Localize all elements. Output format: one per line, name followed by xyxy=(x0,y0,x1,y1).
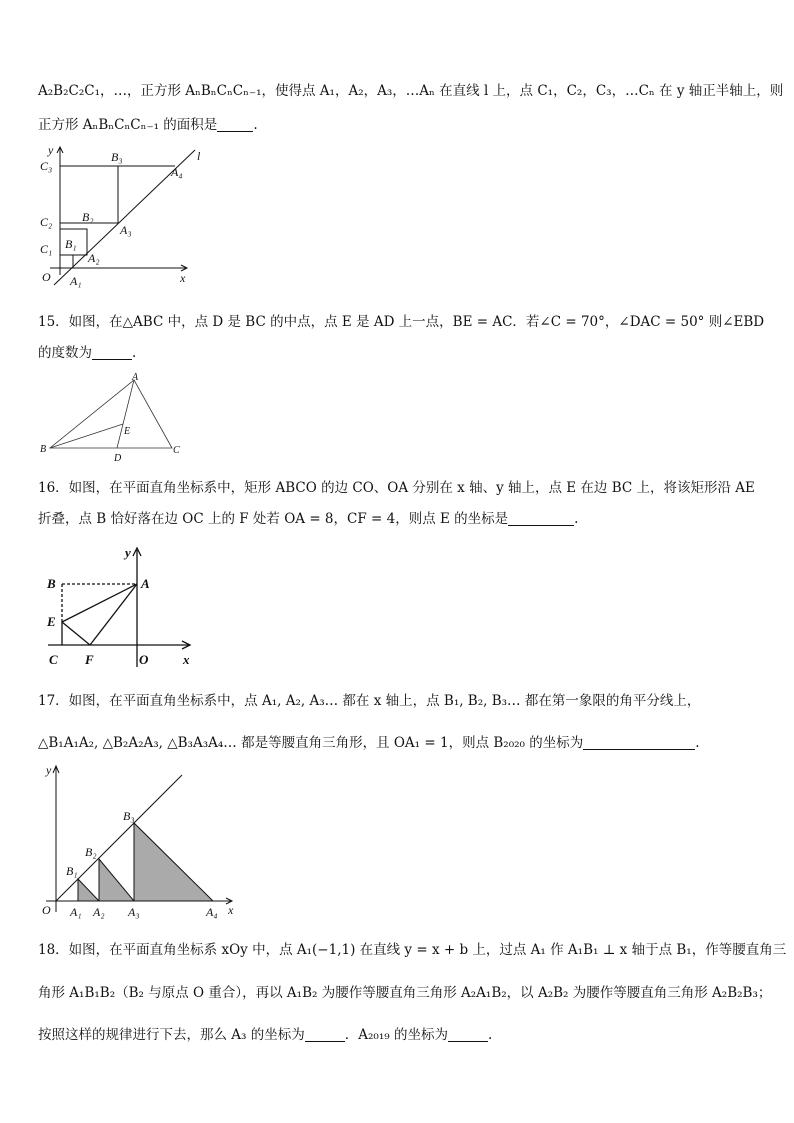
q18-line-1: 18．如图，在平面直角坐标系 xOy 中，点 A₁(−1,1) 在直线 y = x + b 上，过点 A₁ 作 A₁B₁ ⊥ x 轴于点 B₁，作等腰直角三 xyxy=(38,942,787,958)
q17-answer-blank[interactable] xyxy=(583,735,695,750)
fig14-label-O: O xyxy=(42,270,51,284)
q15-line-2-text: 的度数为 xyxy=(38,345,92,361)
figure-17 xyxy=(36,764,246,924)
fig14-label-A2: A₂ xyxy=(88,251,100,265)
fig14-label-B3: B₃ xyxy=(111,150,123,164)
q16-line-2-text: 折叠，点 B 恰好落在边 OC 上的 F 处若 OA = 8，CF = 4，则点 E 的坐标是 xyxy=(38,511,509,527)
q16-line-2 xyxy=(38,510,578,528)
triangle-ABC xyxy=(50,380,172,448)
fig16-label-C: C xyxy=(49,652,58,667)
fig14-label-A3: A₃ xyxy=(120,223,132,237)
q18-answer-blank-1[interactable] xyxy=(305,1027,345,1042)
fig14-label-A4: A₄ xyxy=(171,165,183,179)
q18-line-3-text: 按照这样的规律进行下去，那么 A₃ 的坐标为 xyxy=(38,1027,305,1043)
fig17-label-A4: A₄ xyxy=(206,905,218,919)
segment-BE xyxy=(50,424,123,448)
q15-line-2-end: . xyxy=(132,345,137,361)
fig16-label-B: B xyxy=(47,576,56,591)
fig17-label-A2: A₂ xyxy=(93,905,105,919)
fig17-label-B1: B₁ xyxy=(66,864,78,878)
q14-line-2-text: 正方形 AₙBₙCₙCₙ₋₁ 的面积是 xyxy=(38,117,218,133)
fig17-label-B3: B₃ xyxy=(123,809,135,823)
q14-line-2 xyxy=(38,116,258,134)
fig17-label-O: O xyxy=(42,903,51,917)
q14-line-1: A₂B₂C₂C₁，…，正方形 AₙBₙCₙCₙ₋₁，使得点 A₁，A₂，A₃，…Aₙ 在直线 l 上，点 C₁，C₂，C₃，…Cₙ 在 y 轴正半轴上，则 xyxy=(38,83,784,99)
q17-line-2 xyxy=(38,734,700,752)
segment-EA xyxy=(62,584,137,622)
q16-answer-blank[interactable] xyxy=(508,511,574,526)
fig14-label-y: y xyxy=(48,143,54,157)
q15-line-1: 15．如图，在△ABC 中，点 D 是 BC 的中点，点 E 是 AD 上一点，BE = AC．若∠C = 70°，∠DAC = 50° 则∠EBD xyxy=(38,314,765,330)
triangle-B2A2A3 xyxy=(99,859,134,901)
fig16-label-O: O xyxy=(139,652,149,667)
q17-line-1: 17．如图，在平面直角坐标系中，点 A₁, A₂, A₃… 都在 x 轴上，点 B₁, B₂, B₃… 都在第一象限的角平分线上， xyxy=(38,693,701,709)
fig14-label-C2: C₂ xyxy=(40,215,53,229)
segment-FA xyxy=(90,584,137,645)
fig14-label-B2: B₂ xyxy=(82,210,94,224)
fig15-label-E: E xyxy=(124,426,131,437)
q15-answer-blank[interactable] xyxy=(92,345,132,360)
triangle-B1A1A2 xyxy=(78,879,99,901)
fig17-label-A3: A₃ xyxy=(128,905,140,919)
fig15-label-A: A xyxy=(132,372,139,383)
q17-line-2-end: . xyxy=(695,735,700,751)
q15-line-2 xyxy=(38,344,136,362)
segment-AD xyxy=(117,380,134,448)
fig15-label-D: D xyxy=(114,453,122,464)
q17-line-2-text: △B₁A₁A₂, △B₂A₂A₃, △B₃A₃A₄… 都是等腰直角三角形，且 OA₁ = 1，则点 B₂₀₂₀ 的坐标为 xyxy=(38,735,584,751)
square-1 xyxy=(60,255,73,268)
figure-16 xyxy=(40,542,200,672)
q18-line-3-end: . xyxy=(487,1027,493,1043)
q14-answer-blank[interactable] xyxy=(217,117,253,132)
fig14-label-l: l xyxy=(197,149,201,163)
q18-line-2: 角形 A₁B₁B₂（B₂ 与原点 O 重合），再以 A₁B₂ 为腰作等腰直角三角形 A₂A₁B₂，以 A₂B₂ 为腰作等腰直角三角形 A₂B₂B₃； xyxy=(38,985,772,1001)
fig15-label-C: C xyxy=(173,445,180,456)
fig14-label-A1: A₁ xyxy=(70,274,82,288)
fig15-label-B: B xyxy=(40,444,47,455)
fig14-label-C1: C₁ xyxy=(40,242,53,256)
q18-line-3 xyxy=(38,1026,492,1044)
figure-14 xyxy=(32,145,207,295)
fig14-label-B1: B₁ xyxy=(65,237,77,251)
fig16-label-A: A xyxy=(141,576,150,591)
q14-line-2-end: . xyxy=(253,117,258,133)
fig14-label-x: x xyxy=(180,271,186,285)
fig17-label-x: x xyxy=(228,903,234,917)
segment-EF xyxy=(62,622,90,645)
fig16-label-y: y xyxy=(125,545,131,560)
q18-line-3-mid: ．A₂₀₁₉ 的坐标为 xyxy=(344,1027,448,1043)
fig14-label-C3: C₃ xyxy=(40,159,53,173)
fig17-label-A1: A₁ xyxy=(70,905,82,919)
fig17-label-y: y xyxy=(46,763,52,777)
q18-answer-blank-2[interactable] xyxy=(448,1027,488,1042)
fig17-label-B2: B₂ xyxy=(85,845,97,859)
triangle-B3A3A4 xyxy=(134,823,213,901)
figure-15 xyxy=(38,372,188,462)
q16-line-2-end: . xyxy=(574,511,579,527)
q16-line-1: 16．如图，在平面直角坐标系中，矩形 ABCO 的边 CO、OA 分别在 x 轴、y 轴上，点 E 在边 BC 上，将该矩形沿 AE xyxy=(38,480,755,496)
fig16-label-E: E xyxy=(47,614,56,629)
fig16-label-x: x xyxy=(183,652,190,667)
fig16-label-F: F xyxy=(85,652,94,667)
